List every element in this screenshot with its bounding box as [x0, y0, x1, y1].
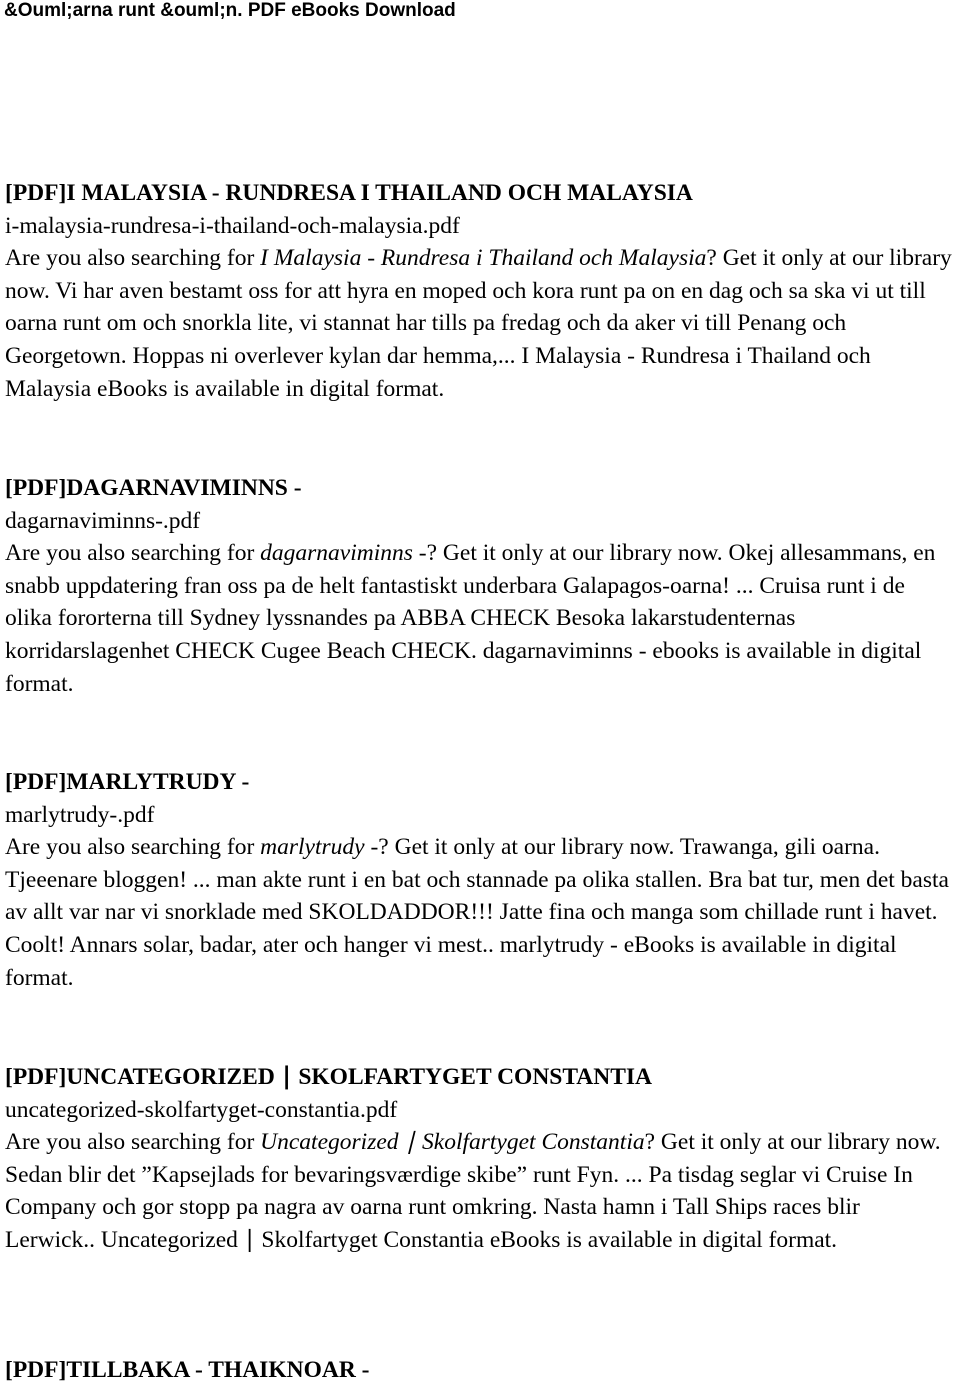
entry-filename: i-malaysia-rundresa-i-thailand-och-malaysia.pdf [5, 212, 460, 239]
page-header: &Ouml;arna runt &ouml;n. PDF eBooks Download [4, 0, 456, 21]
desc-query: I Malaysia - Rundresa i Thailand och Malaysia [260, 245, 707, 272]
ebook-entry [5, 766, 955, 994]
entry-filename: uncategorized-skolfartyget-constantia.pdf [5, 1096, 398, 1123]
entry-description [5, 537, 955, 700]
desc-body: ? Get it only at our library now. Trawanga, gili oarna. Tjeeenare bloggen! ... man akte runt i en bat och stannade pa olika stallen. Bra bat tur, men det basta av allt var nar vi snorklade med SKOLDADDOR!!! Jatte fina och manga som chillade runt i havet. Coolt! Annars solar, badar, ater och hanger vi mest.. marlytrudy - eBooks is available in digital format. [5, 834, 949, 991]
ebook-entry [5, 177, 955, 405]
entry-description [5, 831, 955, 994]
entry-description [5, 1126, 955, 1256]
ebook-entry [5, 1061, 955, 1257]
entry-title[interactable]: [PDF]DAGARNAVIMINNS - [5, 475, 302, 501]
entry-title[interactable]: [PDF]I MALAYSIA - RUNDRESA I THAILAND OCH MALAYSIA [5, 180, 693, 206]
entry-filename: marlytrudy-.pdf [5, 801, 155, 828]
desc-prefix: Are you also searching for [5, 540, 261, 567]
desc-query: dagarnaviminns - [260, 540, 427, 567]
entry-description [5, 242, 955, 405]
entry-title[interactable]: [PDF]UNCATEGORIZED ∣ SKOLFARTYGET CONSTANTIA [5, 1064, 653, 1090]
ebook-entry [5, 1354, 955, 1387]
desc-prefix: Are you also searching for [5, 1129, 261, 1156]
desc-body: ? Get it only at our library now. Sedan blir det ”Kapsejlads for bevaringsværdige skibe” runt Fyn. ... Pa tisdag seglar vi Cruise In Company och gor stopp pa nagra av oarna runt omkring. Nasta hamn i Tall Ships races blir Lerwick.. Uncategorized ∣ Skolfartyget Constantia eBooks is available in digital format. [5, 1129, 941, 1253]
desc-prefix: Are you also searching for [5, 834, 261, 861]
desc-query: marlytrudy - [260, 834, 379, 861]
desc-body: ? Get it only at our library now. Vi har aven bestamt oss for att hyra en moped och kora runt pa on en dag och sa ska vi ut till oarna runt om och snorkla lite, vi stannat har tills pa fredag och da aker vi till Penang och Georgetown. Hoppas ni overlever kylan dar hemma,... I Malaysia - Rundresa i Thailand och Malaysia eBooks is available in digital format. [5, 245, 952, 402]
desc-prefix: Are you also searching for [5, 245, 261, 272]
desc-query: Uncategorized ∣ Skolfartyget Constantia [260, 1129, 645, 1156]
entry-title[interactable]: [PDF]MARLYTRUDY - [5, 769, 250, 795]
entry-filename: dagarnaviminns-.pdf [5, 507, 201, 534]
entry-title[interactable]: [PDF]TILLBAKA - THAIKNOAR - [5, 1357, 370, 1383]
ebook-entry [5, 472, 955, 700]
desc-body: ? Get it only at our library now. Okej allesammans, en snabb uppdatering fran oss pa de helt fantastiskt underbara Galapagos-oarna! ... Cruisa runt i de olika fororterna till Sydney lyssnandes pa ABBA CHECK Besoka lakarstudenternas korridarslagenhet CHECK Cugee Beach CHECK. dagarnaviminns - ebooks is available in digital format. [5, 540, 936, 697]
